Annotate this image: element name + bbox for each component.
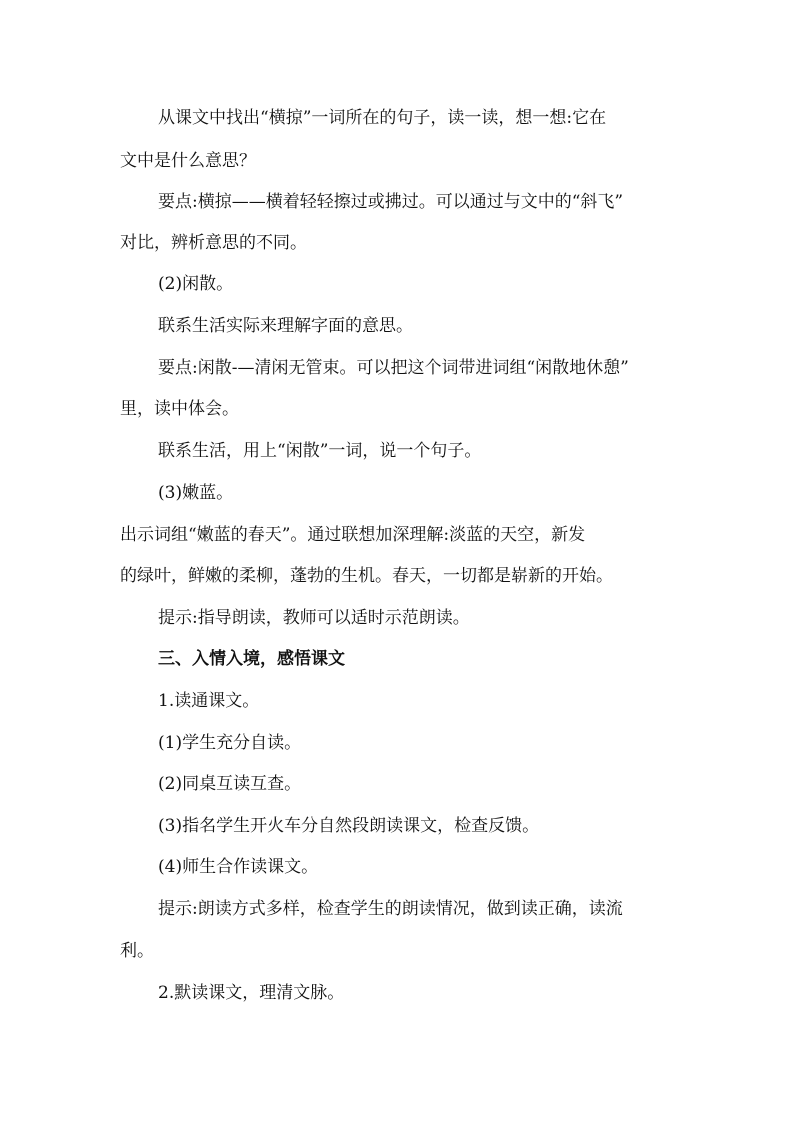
paragraph-line: 2.默读课文，理清文脉。	[158, 983, 345, 1003]
paragraph-line: 里，读中体会。	[120, 399, 239, 419]
paragraph-line: 出示词组“嫩蓝的春天”。通过联想加深理解:淡蓝的天空，新发	[120, 525, 586, 545]
paragraph-line: 1.读通课文。	[158, 691, 260, 711]
paragraph-line: 联系生活，用上“闲散”一词，说一个句子。	[158, 441, 482, 461]
paragraph-line: 要点:横掠——横着轻轻擦过或拂过。可以通过与文中的“斜飞”	[158, 192, 624, 212]
paragraph-line: 对比，辨析意思的不同。	[120, 233, 307, 253]
paragraph-line: 提示:朗读方式多样，检查学生的朗读情况，做到读正确，读流	[158, 899, 623, 919]
paragraph-line: (3)指名学生开火车分自然段朗读课文，检查反馈。	[158, 816, 540, 836]
paragraph-line: 文中是什么意思？	[120, 151, 256, 171]
paragraph-line: 联系生活实际来理解字面的意思。	[158, 316, 413, 336]
paragraph-line: (2)同桌互读互查。	[158, 774, 302, 794]
paragraph-line: (4)师生合作读课文。	[158, 857, 319, 877]
paragraph-line: 的绿叶，鲜嫩的柔柳，蓬勃的生机。春天，一切都是崭新的开始。	[120, 566, 613, 586]
paragraph-line: (1)学生充分自读。	[158, 733, 302, 753]
paragraph-line: 从课文中找出“横掠”一词所在的句子，读一读，想一想:它在	[158, 108, 607, 128]
paragraph-line: 利。	[120, 941, 154, 961]
section-heading: 三、入情入境，感悟课文	[158, 649, 345, 669]
paragraph-line: 提示:指导朗读，教师可以适时示范朗读。	[158, 608, 470, 628]
paragraph-line: 要点:闲散-—清闲无管束。可以把这个词带进词组“闲散地休憩”	[158, 358, 629, 378]
paragraph-line: (2)闲散。	[158, 274, 234, 294]
paragraph-line: (3)嫩蓝。	[158, 483, 234, 503]
